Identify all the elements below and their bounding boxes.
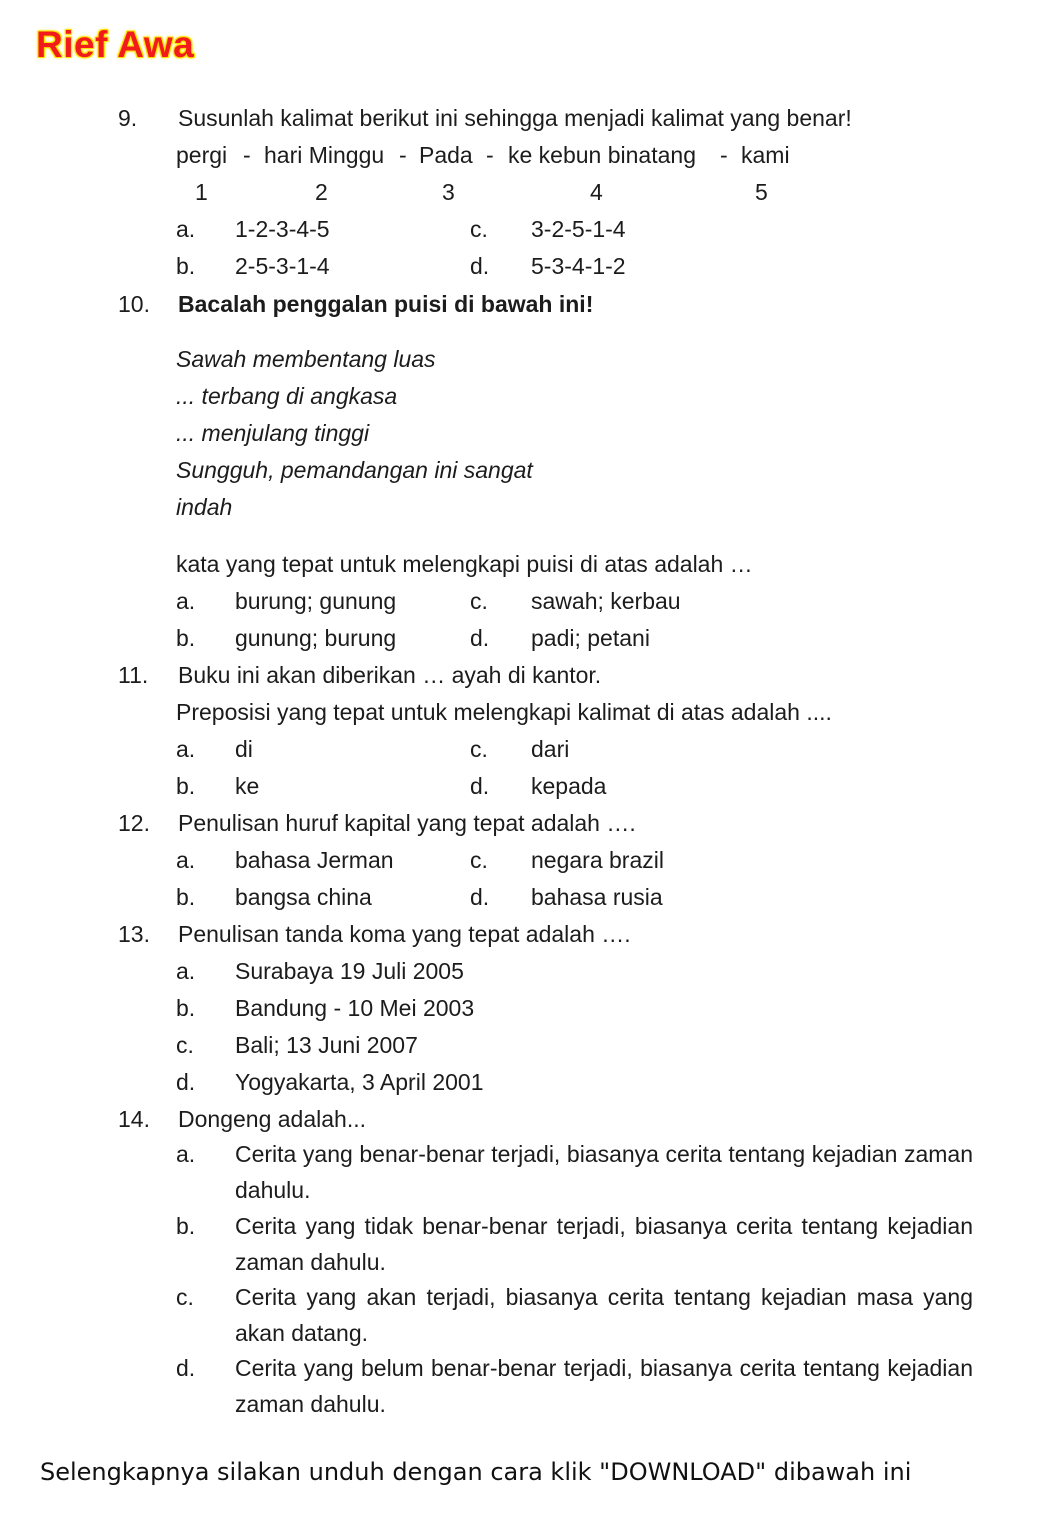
option-label-d: d. <box>470 773 490 799</box>
option-label-a: a. <box>176 847 196 873</box>
question-prompt: Preposisi yang tepat untuk melengkapi kalimat di atas adalah .... <box>176 699 832 725</box>
option-label-c: c. <box>470 588 488 614</box>
option-label-c: c. <box>176 1284 194 1310</box>
question-number: 13. <box>118 921 150 947</box>
option-label-b: b. <box>176 884 196 910</box>
word-separator: - <box>486 142 494 168</box>
question-number: 11. <box>118 662 149 688</box>
site-logo: Rief Awa <box>36 24 195 65</box>
option-b[interactable]: bangsa china <box>235 884 372 910</box>
question-number: 10. <box>118 291 150 317</box>
option-c[interactable]: sawah; kerbau <box>531 588 681 614</box>
question-text: Buku ini akan diberikan … ayah di kantor. <box>178 662 602 688</box>
word-5: kami <box>741 142 790 168</box>
word-3: Pada <box>419 142 473 168</box>
word-separator: - <box>720 142 728 168</box>
option-label-a: a. <box>176 216 196 242</box>
option-c[interactable]: Cerita yang akan terjadi, biasanya cerita tentang kejadian masa yang akan datang. <box>235 1284 973 1346</box>
option-c[interactable]: negara brazil <box>531 847 664 873</box>
question-text: Penulisan tanda koma yang tepat adalah …. <box>178 921 631 947</box>
option-label-b: b. <box>176 253 196 279</box>
option-label-a: a. <box>176 958 196 984</box>
option-label-c: c. <box>176 1032 194 1058</box>
word-index: 2 <box>315 179 328 205</box>
option-b[interactable]: ke <box>235 773 260 799</box>
question-number: 12. <box>118 810 150 836</box>
option-label-a: a. <box>176 736 196 762</box>
option-d[interactable]: kepada <box>531 773 607 799</box>
option-d[interactable]: 5-3-4-1-2 <box>531 253 626 279</box>
question-prompt: kata yang tepat untuk melengkapi puisi di atas adalah … <box>176 551 753 577</box>
option-b[interactable]: Bandung - 10 Mei 2003 <box>235 995 475 1021</box>
question-text: Dongeng adalah... <box>178 1106 366 1132</box>
option-label-d: d. <box>470 253 490 279</box>
option-label-c: c. <box>470 216 488 242</box>
word-1: pergi <box>176 142 228 168</box>
option-a[interactable]: Cerita yang benar-benar terjadi, biasanya cerita tentang kejadian zaman dahulu. <box>235 1141 973 1203</box>
option-c[interactable]: Bali; 13 Juni 2007 <box>235 1032 418 1058</box>
poem-line: indah <box>176 494 233 520</box>
option-label-b: b. <box>176 625 196 651</box>
option-a[interactable]: di <box>235 736 253 762</box>
option-label-a: a. <box>176 1141 196 1167</box>
option-c[interactable]: dari <box>531 736 570 762</box>
word-separator: - <box>399 142 407 168</box>
question-text: Bacalah penggalan puisi di bawah ini! <box>178 291 594 317</box>
option-label-b: b. <box>176 773 196 799</box>
option-d[interactable]: padi; petani <box>531 625 650 651</box>
option-b[interactable]: Cerita yang tidak benar-benar terjadi, biasanya cerita tentang kejadian zaman dahulu. <box>235 1213 973 1275</box>
option-d[interactable]: bahasa rusia <box>531 884 663 910</box>
option-label-d: d. <box>176 1069 196 1095</box>
question-number: 14. <box>118 1106 150 1132</box>
option-a[interactable]: Surabaya 19 Juli 2005 <box>235 958 464 984</box>
option-d[interactable]: Cerita yang belum benar-benar terjadi, biasanya cerita tentang kejadian zaman dahulu. <box>235 1355 973 1417</box>
word-index: 3 <box>442 179 455 205</box>
download-notice: Selengkapnya silakan unduh dengan cara klik "DOWNLOAD" dibawah ini <box>40 1458 912 1486</box>
poem-line: ... menjulang tinggi <box>176 420 370 446</box>
option-label-c: c. <box>470 736 488 762</box>
option-c[interactable]: 3-2-5-1-4 <box>531 216 626 242</box>
question-number: 9. <box>118 105 138 131</box>
option-label-a: a. <box>176 588 196 614</box>
option-a[interactable]: 1-2-3-4-5 <box>235 216 330 242</box>
word-index: 5 <box>755 179 768 205</box>
option-b[interactable]: gunung; burung <box>235 625 397 651</box>
question-text: Penulisan huruf kapital yang tepat adalah …. <box>178 810 636 836</box>
word-index: 4 <box>590 179 603 205</box>
option-a[interactable]: bahasa Jerman <box>235 847 394 873</box>
poem-line: Sawah membentang luas <box>176 346 436 372</box>
option-label-d: d. <box>470 625 490 651</box>
option-label-d: d. <box>470 884 490 910</box>
question-text: Susunlah kalimat berikut ini sehingga menjadi kalimat yang benar! <box>178 105 852 131</box>
option-label-d: d. <box>176 1355 196 1381</box>
option-d[interactable]: Yogyakarta, 3 April 2001 <box>235 1069 484 1095</box>
poem-line: Sungguh, pemandangan ini sangat <box>176 457 533 483</box>
word-index: 1 <box>195 179 208 205</box>
word-separator: - <box>243 142 251 168</box>
option-label-c: c. <box>470 847 488 873</box>
option-a[interactable]: burung; gunung <box>235 588 397 614</box>
option-label-b: b. <box>176 995 196 1021</box>
word-2: hari Minggu <box>264 142 385 168</box>
poem-line: ... terbang di angkasa <box>176 383 398 409</box>
option-b[interactable]: 2-5-3-1-4 <box>235 253 330 279</box>
word-4: ke kebun binatang <box>508 142 696 168</box>
option-label-b: b. <box>176 1213 196 1239</box>
